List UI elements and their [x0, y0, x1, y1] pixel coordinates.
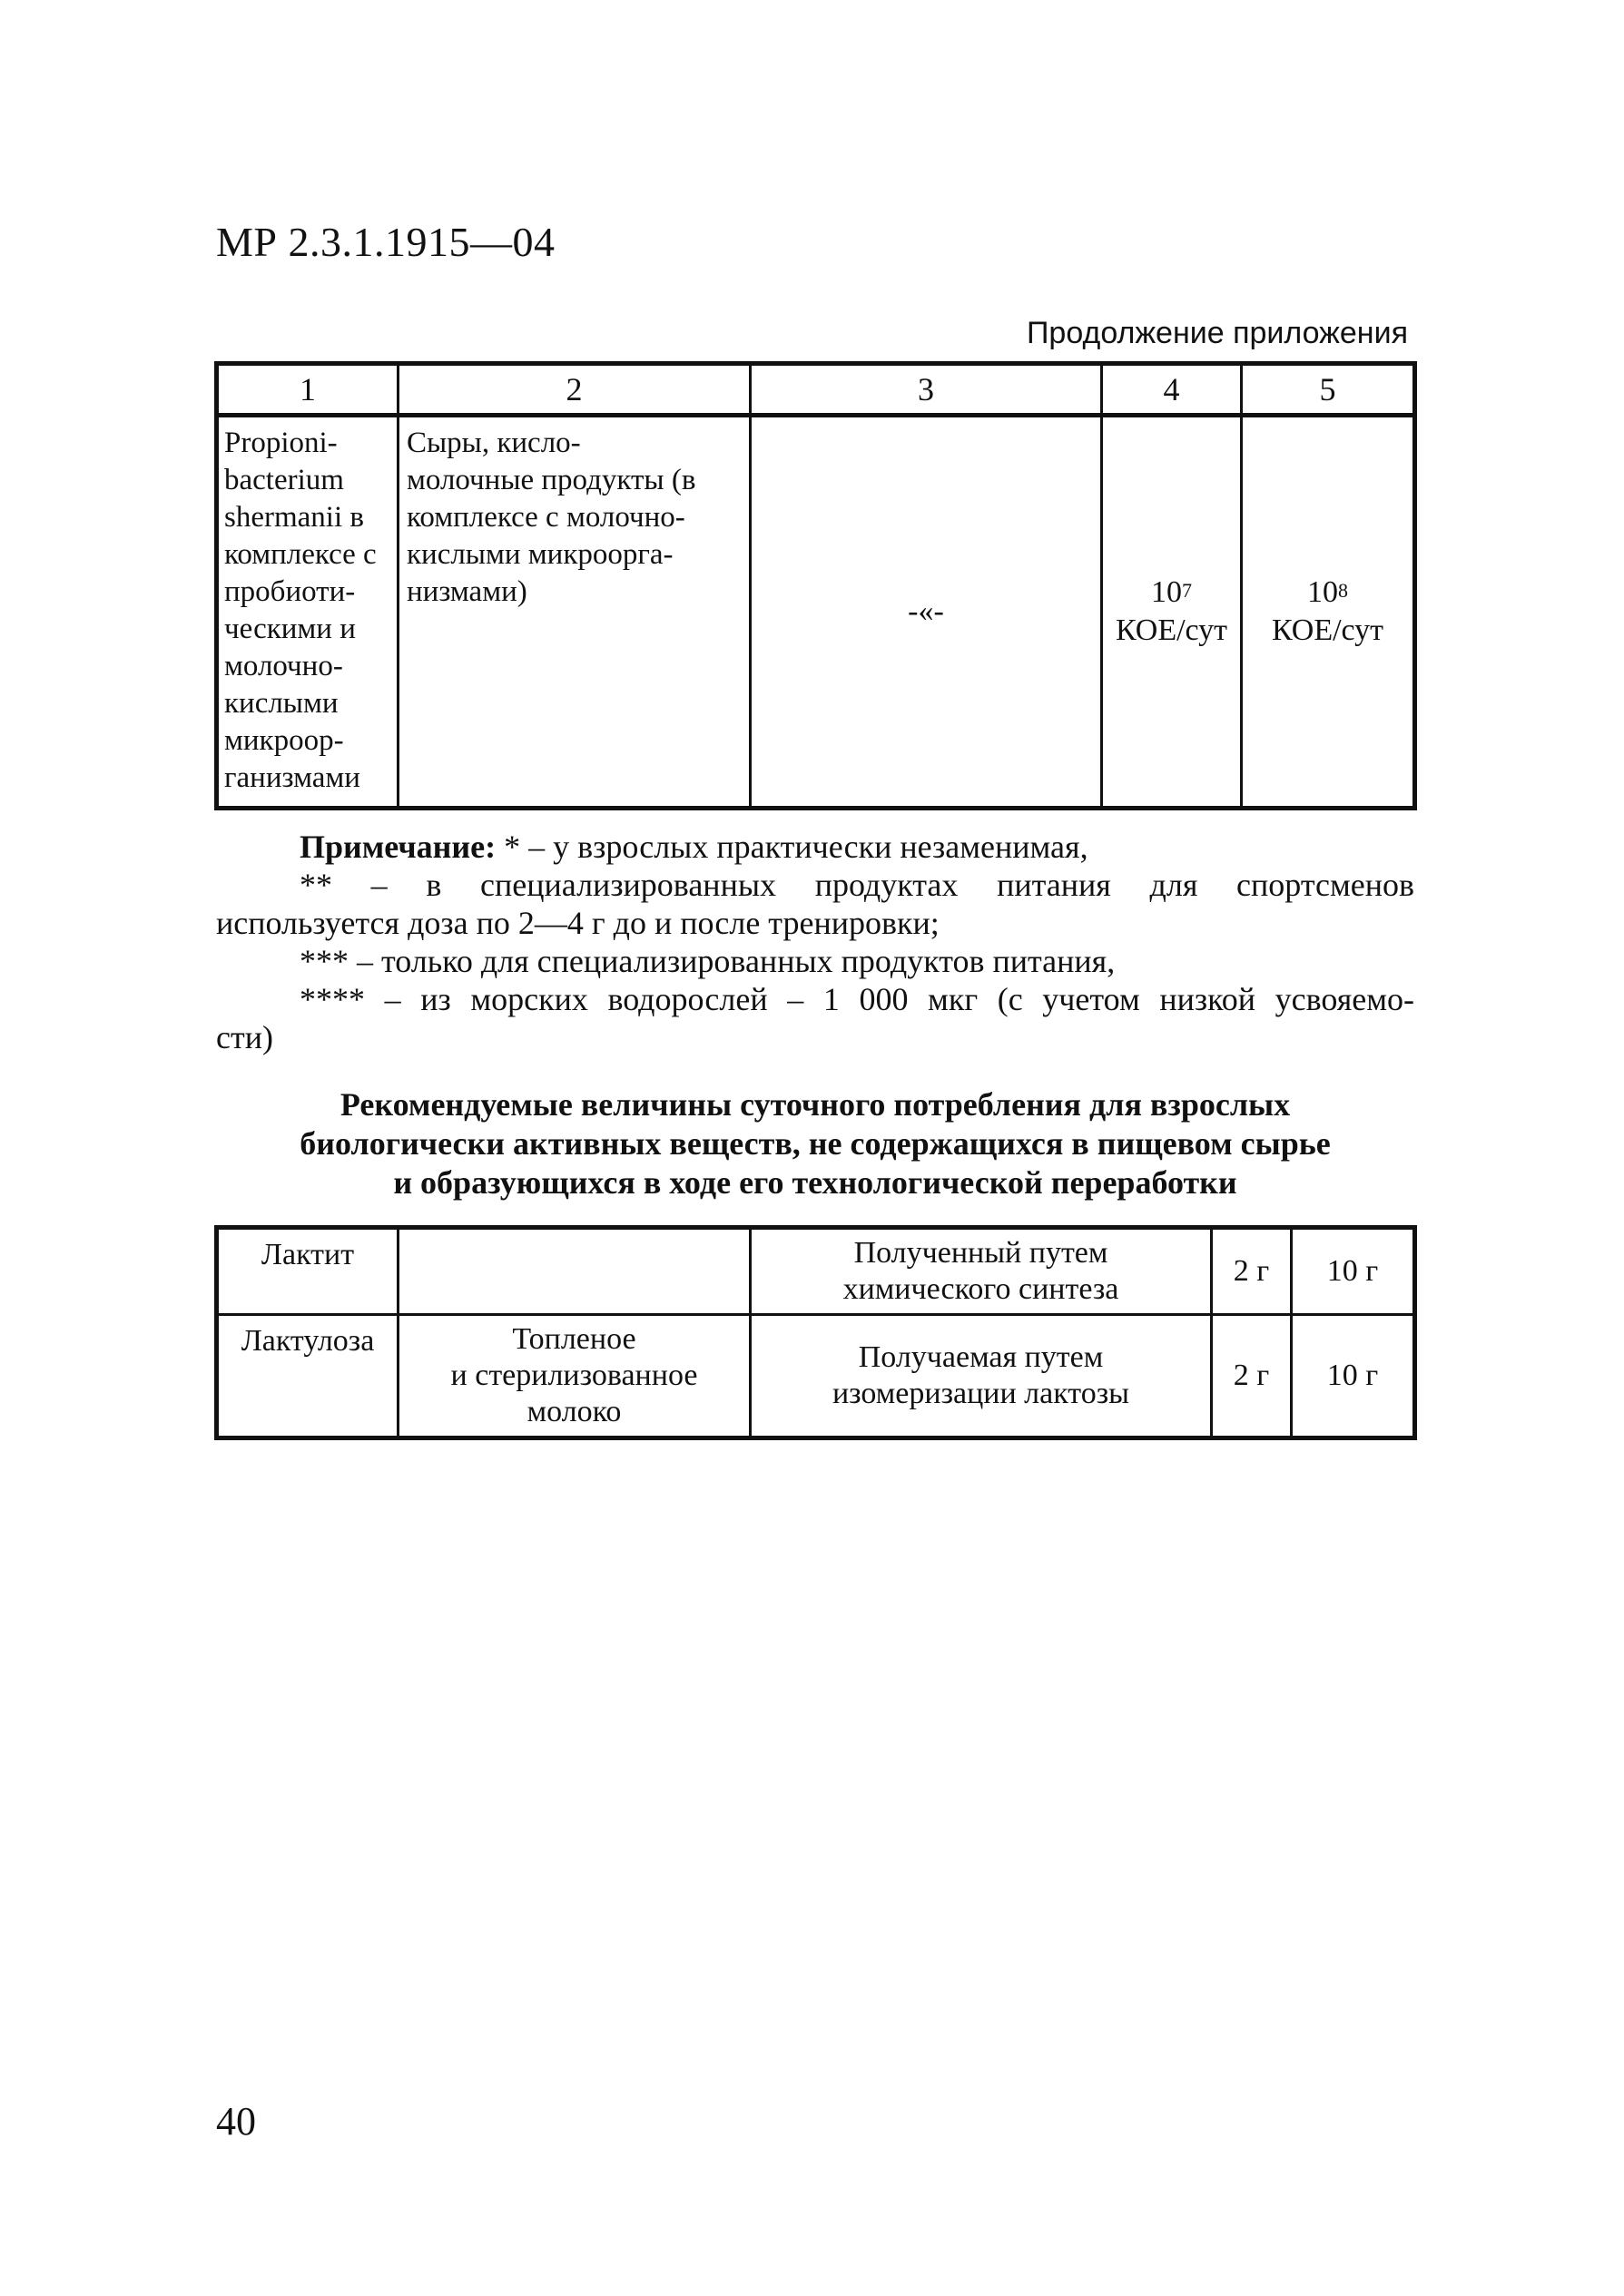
- organism-cell: [217, 416, 399, 809]
- page-number: 40: [216, 2099, 256, 2144]
- table-header-row: [217, 364, 1415, 416]
- max-dose-cell: [1242, 416, 1415, 809]
- text-line: Сыры, кисло-: [407, 427, 581, 459]
- text-line: изомеризации лактозы: [832, 1377, 1129, 1410]
- text-line: Полученный путем: [853, 1236, 1108, 1270]
- dose-unit: КОЕ/сут: [1115, 613, 1228, 647]
- substance-cell: Лактулоза: [217, 1315, 399, 1438]
- column-header: 1: [217, 364, 399, 416]
- method-cell: [751, 1228, 1212, 1315]
- heading-line: биологически активных веществ, не содержащихся в пищевом сырье: [300, 1125, 1331, 1162]
- text-line: кислыми микроорга-: [407, 538, 674, 571]
- table-row: [217, 416, 1415, 809]
- intake-table: [214, 1225, 1417, 1440]
- heading-line: Рекомендуемые величины суточного потребления для взрослых: [340, 1086, 1291, 1123]
- note-line: сти): [216, 1019, 273, 1055]
- ditto-cell: -«-: [751, 416, 1102, 809]
- continuation-label: Продолжение приложения: [1026, 316, 1408, 350]
- max-dose-cell: 10 г: [1292, 1228, 1415, 1315]
- text-line: кислыми: [224, 687, 339, 720]
- source-cell: [399, 1315, 751, 1438]
- table-row: [217, 1228, 1415, 1315]
- text-line: низмами): [407, 575, 527, 608]
- dose-value: $10^7$: [1151, 575, 1192, 609]
- text-line: комплексе с: [224, 538, 377, 571]
- note-label: Примечание:: [300, 829, 497, 865]
- text-line: и стерилизованное: [450, 1359, 698, 1392]
- dose-cell: [1102, 416, 1242, 809]
- appendix-table: [214, 361, 1417, 810]
- note-block: [216, 828, 1414, 1056]
- table-row: [217, 1315, 1415, 1438]
- text-line: пробиоти-: [224, 575, 356, 608]
- product-cell: [399, 416, 751, 809]
- dose-cell: 2 г: [1212, 1228, 1292, 1315]
- max-dose-unit: КОЕ/сут: [1271, 613, 1384, 647]
- document-code: МР 2.3.1.1915—04: [216, 219, 556, 265]
- text-line: комплексе с молочно-: [407, 501, 685, 534]
- text-line: shermanii в: [224, 501, 364, 534]
- source-cell: [399, 1228, 751, 1315]
- text-line: Propioni-: [224, 427, 338, 459]
- max-dose-cell: 10 г: [1292, 1315, 1415, 1438]
- text-line: ганизмами: [224, 761, 360, 794]
- note-line: *** – только для специализированных продуктов питания,: [300, 943, 1116, 979]
- note-line: ** – в специализированных продуктах питания для спортсменов: [300, 867, 1414, 903]
- section-heading: [216, 1085, 1414, 1202]
- text-line: Получаемая путем: [858, 1340, 1104, 1374]
- column-header: 4: [1102, 364, 1242, 416]
- text-line: микроор-: [224, 724, 344, 757]
- text-line: Топленое: [512, 1322, 636, 1356]
- text-line: bacterium: [224, 464, 344, 496]
- dose-cell: 2 г: [1212, 1315, 1292, 1438]
- substance-cell: Лактит: [217, 1228, 399, 1315]
- text-line: химического синтеза: [842, 1272, 1119, 1306]
- text-line: молоко: [527, 1395, 622, 1428]
- column-header: 2: [399, 364, 751, 416]
- max-dose-value: $10^8$: [1307, 575, 1348, 609]
- note-line: **** – из морских водорослей – 1 000 мкг (с учетом низкой усвояемо-: [300, 981, 1414, 1017]
- column-header: 3: [751, 364, 1102, 416]
- text-line: ческими и: [224, 613, 356, 645]
- note-line: используется доза по 2—4 г до и после тренировки;: [216, 905, 940, 941]
- column-header: 5: [1242, 364, 1415, 416]
- text-line: молочные продукты (в: [407, 464, 696, 496]
- heading-line: и образующихся в ходе его технологической переработки: [393, 1164, 1237, 1201]
- note-line: Примечание: * – у взрослых практически незаменимая,: [300, 829, 1088, 865]
- method-cell: [751, 1315, 1212, 1438]
- text-line: молочно-: [224, 650, 343, 682]
